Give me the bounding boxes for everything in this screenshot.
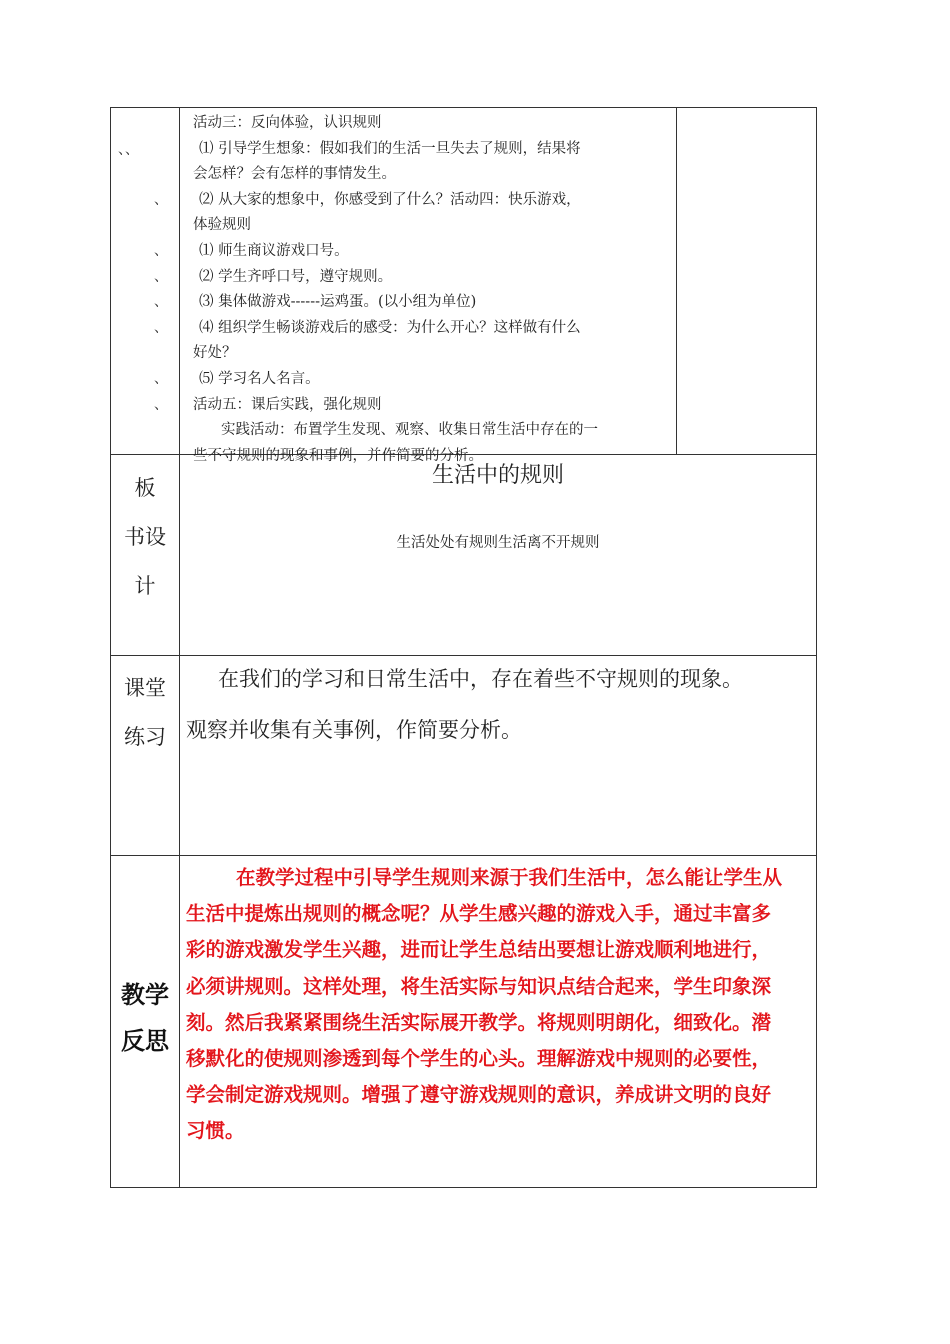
activity-text-block: [193, 111, 671, 464]
board-subtitle: 生活处处有规则生活离不开规则: [396, 535, 600, 551]
activity-line: 些不守规则的现象和事例，并作简要的分析。: [193, 447, 483, 464]
reflection-line: 刻。然后我紧紧围绕生活实际展开教学。将规则明朗化，细致化。潜: [186, 1010, 772, 1034]
side-mark: 、: [154, 371, 168, 387]
table-border-right: [816, 107, 817, 1188]
class-practice-label: [111, 664, 179, 762]
class-practice-label-line: 课堂: [124, 676, 166, 700]
board-design-label-line: 计: [134, 574, 156, 598]
table-column-divider: [179, 107, 180, 1188]
teaching-reflection-label: [111, 972, 179, 1064]
activity-line: ⑴ 引导学生想象：假如我们的生活一旦失去了规则，结果将: [199, 140, 581, 157]
reflection-line: 习惯。: [186, 1119, 245, 1143]
activity-heading: 活动三：反向体验，认识规则: [193, 115, 382, 131]
class-practice-label-line: 练习: [124, 725, 166, 749]
row-divider-reflection: [110, 855, 817, 856]
teaching-reflection-text: [186, 860, 811, 1150]
board-design-label-line: 板: [134, 476, 156, 500]
activity-line: 好处？: [193, 345, 237, 362]
practice-line: 在我们的学习和日常生活中，存在着些不守规则的现象。: [218, 667, 743, 691]
reflection-line: 学会制定游戏规则。增强了遵守游戏规则的意识，养成讲文明的良好: [186, 1083, 772, 1107]
activity-line: ⑵ 从大家的想象中，你感受到了什么？活动四：快乐游戏，: [199, 191, 581, 208]
side-mark: 、: [154, 243, 168, 259]
table-border-bottom: [110, 1187, 817, 1188]
reflection-line: 生活中提炼出规则的概念呢？从学生感兴趣的游戏入手，通过丰富多: [186, 902, 772, 926]
board-design-label: [111, 464, 179, 611]
activity-line: ⑶ 集体做游戏------运鸡蛋。(以小组为单位): [199, 294, 477, 311]
activity-line: ⑸ 学习名人名言。: [199, 370, 320, 387]
reflection-line: 移默化的使规则渗透到每个学生的心头。理解游戏中规则的必要性，: [186, 1047, 772, 1071]
notes-column-divider: [676, 107, 677, 454]
practice-line: 观察并收集有关事例，作简要分析。: [186, 718, 522, 742]
activity-line: ⑴ 师生商议游戏口号。: [199, 242, 349, 259]
activity-line: 实践活动：布置学生发现、观察、收集日常生活中存在的一: [221, 422, 598, 439]
side-mark: 、: [154, 294, 168, 310]
activity-line: ⑷ 组织学生畅谈游戏后的感受：为什么开心？这样做有什么: [199, 319, 581, 336]
reflection-line: 彩的游戏激发学生兴趣，进而让学生总结出要想让游戏顺利地进行，: [186, 938, 772, 962]
table-border-top: [110, 107, 817, 108]
activity-heading: 活动五：课后实践，强化规则: [193, 396, 382, 413]
reflection-line: 在教学过程中引导学生规则来源于我们生活中，怎么能让学生从: [236, 866, 783, 889]
side-mark: 、: [154, 320, 168, 336]
board-design-label-line: 书设: [124, 525, 166, 549]
activity-line: 会怎样？会有怎样的事情发生。: [193, 166, 396, 183]
row-divider-practice: [110, 655, 817, 656]
side-mark: 、: [154, 397, 168, 413]
board-title: 生活中的规则: [431, 463, 564, 488]
teaching-reflection-label-line: 反思: [121, 1026, 169, 1055]
reflection-line: 必须讲规则。这样处理，将生活实际与知识点结合起来，学生印象深: [186, 974, 772, 998]
side-mark: 、: [154, 269, 168, 285]
side-mark: 、: [154, 192, 168, 208]
teaching-reflection-label-line: 教学: [121, 980, 169, 1009]
side-mark: 、、: [118, 142, 139, 158]
activity-line: ⑵ 学生齐呼口号，遵守规则。: [199, 268, 393, 285]
activity-line: 体验规则: [193, 217, 251, 234]
